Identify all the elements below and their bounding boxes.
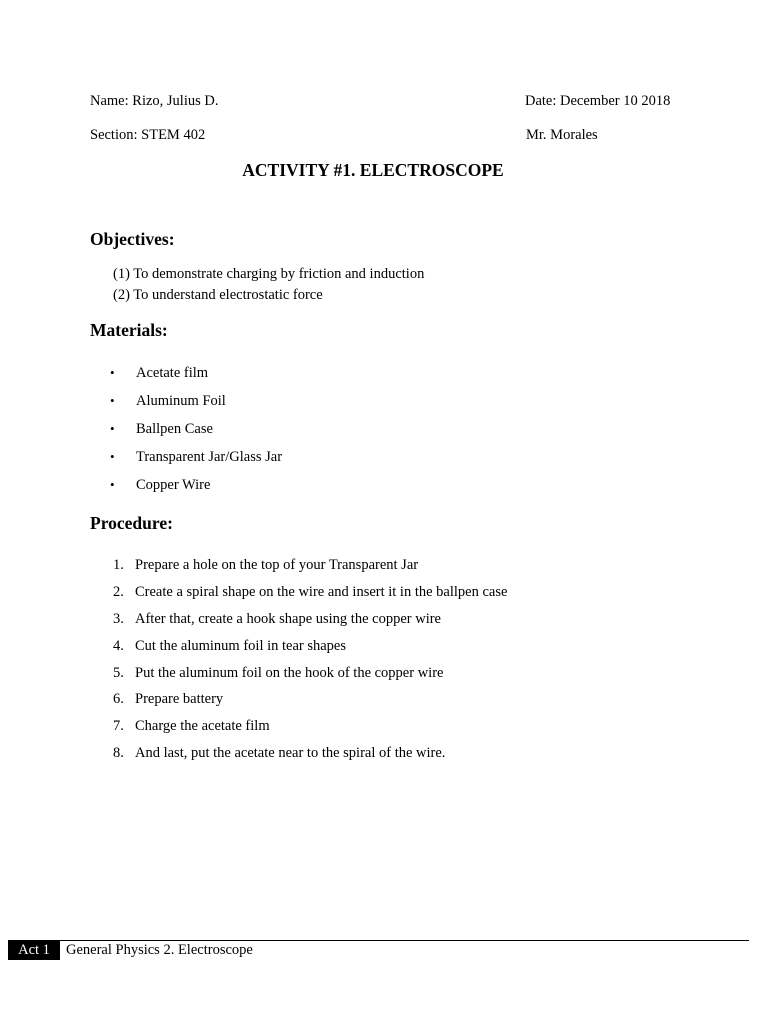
step-number: 4.: [113, 638, 124, 654]
material-item: [110, 449, 282, 466]
bullet-icon: •: [110, 477, 115, 492]
step-number: 7.: [113, 718, 124, 734]
date-label: Date: December 10 2018: [525, 93, 671, 109]
step-text: Charge the acetate film: [135, 718, 270, 734]
material-label: Ballpen Case: [136, 421, 213, 437]
procedure-step: [113, 665, 443, 682]
material-item: [110, 477, 210, 494]
section-label: Section: STEM 402: [90, 127, 206, 143]
step-number: 8.: [113, 745, 124, 761]
bullet-icon: •: [110, 421, 115, 436]
objective-item: (2) To understand electrostatic force: [113, 287, 323, 303]
objectives-heading: Objectives:: [90, 229, 175, 249]
materials-heading: Materials:: [90, 320, 168, 340]
bullet-icon: •: [110, 449, 115, 464]
material-item: [110, 365, 208, 382]
bullet-icon: •: [110, 365, 115, 380]
procedure-step: [113, 557, 418, 574]
bullet-icon: •: [110, 393, 115, 408]
student-name: Name: Rizo, Julius D.: [90, 93, 219, 109]
step-text: After that, create a hook shape using the copper wire: [135, 611, 441, 627]
material-label: Copper Wire: [136, 477, 211, 493]
material-label: Aluminum Foil: [136, 393, 226, 409]
page-title: ACTIVITY #1. ELECTROSCOPE: [242, 160, 504, 180]
procedure-step: [113, 584, 507, 601]
material-item: [110, 421, 213, 438]
footer-tag: Act 1: [8, 941, 60, 960]
step-text: Cut the aluminum foil in tear shapes: [135, 638, 347, 654]
material-label: Transparent Jar/Glass Jar: [136, 449, 283, 465]
teacher-name: Mr. Morales: [526, 127, 598, 143]
material-label: Acetate film: [136, 365, 209, 381]
step-number: 5.: [113, 665, 124, 681]
procedure-step: [113, 638, 346, 655]
footer-text: General Physics 2. Electroscope: [66, 942, 253, 958]
step-text: Put the aluminum foil on the hook of the copper wire: [135, 665, 444, 681]
procedure-step: [113, 745, 445, 762]
procedure-step: [113, 718, 270, 735]
step-number: 6.: [113, 691, 124, 707]
objective-item: (1) To demonstrate charging by friction and induction: [113, 266, 425, 282]
procedure-step: [113, 611, 441, 628]
material-item: [110, 393, 226, 410]
step-text: And last, put the acetate near to the spiral of the wire.: [135, 745, 446, 761]
procedure-heading: Procedure:: [90, 513, 173, 533]
step-text: Prepare battery: [135, 691, 224, 707]
step-number: 2.: [113, 584, 124, 600]
procedure-step: [113, 691, 223, 708]
step-number: 1.: [113, 557, 124, 573]
step-number: 3.: [113, 611, 124, 627]
step-text: Create a spiral shape on the wire and insert it in the ballpen case: [135, 584, 508, 600]
step-text: Prepare a hole on the top of your Transparent Jar: [135, 557, 419, 573]
